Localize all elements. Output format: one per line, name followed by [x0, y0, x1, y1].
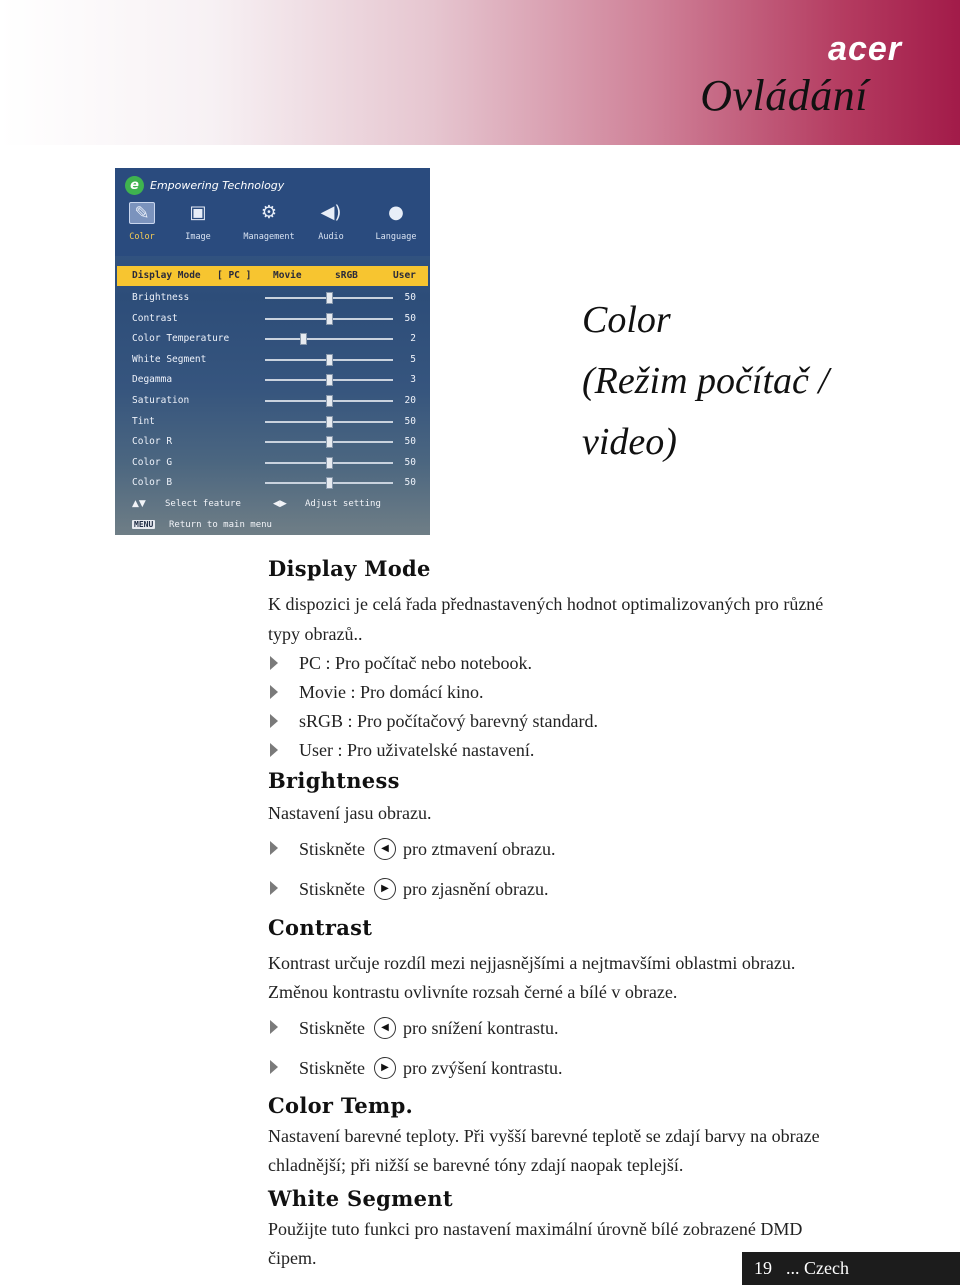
- section-side-heading: Color (Režim počítač / video): [582, 299, 829, 463]
- osd-display-mode-row: [117, 266, 428, 286]
- heading-white-segment: White Segment: [268, 1185, 453, 1211]
- osd-setting-row: [115, 413, 430, 433]
- page-number: 19: [754, 1258, 772, 1278]
- slider-knob: [326, 313, 333, 325]
- osd-setting-value: 50: [404, 477, 416, 489]
- list-item: Stiskněte ◀ pro ztmavení obrazu.: [268, 829, 878, 869]
- main-content: [268, 556, 878, 1274]
- brightness-text: Nastavení jasu obrazu.: [268, 803, 432, 823]
- white-segment-text-1: Použijte tuto funkci pro nastavení maximální úrovně bílé zobrazené DMD: [268, 1218, 803, 1239]
- osd-setting-value: 50: [404, 292, 416, 303]
- heading-brightness: Brightness: [268, 768, 400, 793]
- heading-color-temp: Color Temp.: [268, 1092, 414, 1118]
- osd-setting-label: Saturation: [132, 395, 190, 406]
- osd-tab-audio: ◀) Audio: [318, 202, 344, 242]
- acer-logo: acer: [828, 30, 902, 68]
- color-temp-text-2: chladnější; při nižší se barevné tóny zdají naopak teplejší.: [268, 1155, 684, 1175]
- osd-footer-menu: MENU Return to main menu: [134, 520, 272, 530]
- list-item: User : Pro uživatelské nastavení.: [268, 736, 878, 765]
- display-mode-intro-2: typy obrazů..: [268, 623, 363, 644]
- osd-brand: [125, 174, 284, 196]
- slider-knob: [326, 416, 333, 428]
- contrast-text-2: Změnou kontrastu ovlivníte rozsah černé a bílé v obraze.: [268, 982, 678, 1002]
- osd-tabs: [115, 198, 430, 254]
- list-item: sRGB : Pro počítačový barevný standard.: [268, 707, 878, 736]
- right-arrow-button-icon: ▶: [374, 878, 396, 900]
- left-arrow-button-icon: ◀: [374, 838, 396, 860]
- image-icon: ▣: [189, 202, 207, 223]
- osd-menu-screenshot: [115, 168, 430, 535]
- menu-key-icon: MENU: [134, 520, 154, 529]
- mode-user: User: [393, 270, 416, 281]
- osd-setting-label: Color R: [132, 436, 173, 448]
- osd-setting-row: [115, 371, 430, 391]
- white-segment-text-2: čipem.: [268, 1248, 317, 1268]
- osd-setting-value: 50: [404, 456, 416, 468]
- osd-brand-text: Empowering Technology: [150, 178, 285, 192]
- osd-footer-select: ▲▼ Select feature ◀▶ Adjust setting: [132, 499, 381, 509]
- osd-setting-row: [115, 351, 430, 371]
- color-temp-text-1: Nastavení barevné teploty. Při vyšší barevné teplotě se zdají barvy na obraze: [268, 1125, 820, 1146]
- mode-pc: [ PC ]: [217, 270, 252, 281]
- osd-setting-value: 5: [410, 353, 416, 365]
- heading-display-mode: Display Mode: [268, 556, 431, 581]
- osd-setting-row: [115, 289, 430, 309]
- osd-setting-row: [115, 310, 430, 330]
- slider-knob: [326, 477, 333, 489]
- osd-setting-label: Color B: [132, 477, 173, 489]
- up-down-arrows-icon: ▲▼: [132, 499, 146, 509]
- display-mode-intro-1: K dispozici je celá řada přednastavených hodnot optimalizovaných pro různé: [268, 594, 824, 614]
- osd-tab-management: ⚙ Management: [243, 202, 295, 242]
- list-item: Movie : Pro domácí kino.: [268, 678, 878, 707]
- osd-tab-color: ✎ Color: [129, 203, 155, 242]
- osd-setting-row: [115, 474, 430, 494]
- language-label: ... Czech: [786, 1258, 849, 1278]
- slider-knob: [326, 354, 333, 366]
- gear-icon: ⚙: [260, 202, 278, 223]
- slider-knob: [326, 292, 333, 304]
- slider-track: [265, 338, 393, 340]
- abc-bubble-icon: ●: [388, 202, 404, 223]
- list-item: Stiskněte ▶ pro zvýšení kontrastu.: [268, 1048, 878, 1088]
- list-item: PC : Pro počítač nebo notebook.: [268, 649, 878, 678]
- osd-setting-label: Contrast: [132, 312, 178, 324]
- osd-setting-label: Color Temperature: [132, 333, 230, 345]
- osd-setting-label: White Segment: [132, 353, 207, 365]
- osd-setting-value: 50: [404, 436, 416, 448]
- osd-setting-value: 20: [404, 395, 416, 406]
- speaker-icon: ◀): [320, 202, 342, 223]
- left-arrow-button-icon: ◀: [374, 1017, 396, 1039]
- mode-srgb: sRGB: [335, 270, 358, 281]
- heading-contrast: Contrast: [268, 914, 373, 940]
- right-arrow-button-icon: ▶: [374, 1057, 396, 1079]
- slider-knob: [326, 395, 333, 407]
- slider-knob: [326, 436, 333, 448]
- slider-knob: [326, 457, 333, 469]
- list-item: Stiskněte ▶ pro zjasnění obrazu.: [268, 869, 878, 909]
- slider-knob: [326, 374, 333, 386]
- osd-setting-label: Brightness: [132, 292, 190, 303]
- osd-setting-row: [115, 330, 430, 350]
- list-item: Stiskněte ◀ pro snížení kontrastu.: [268, 1008, 878, 1048]
- osd-setting-value: 50: [404, 415, 416, 427]
- osd-setting-label: Degamma: [132, 374, 173, 386]
- osd-setting-row: [115, 454, 430, 474]
- osd-setting-value: 50: [404, 312, 416, 324]
- page-footer-badge: [742, 1252, 960, 1285]
- left-right-arrows-icon: ◀▶: [273, 499, 287, 509]
- display-mode-label: Display Mode: [132, 270, 201, 281]
- mode-movie: Movie: [273, 270, 302, 281]
- osd-setting-value: 3: [410, 374, 416, 386]
- contrast-text-1: Kontrast určuje rozdíl mezi nejjasnějšími a nejtmavšími oblastmi obrazu.: [268, 952, 796, 973]
- osd-tab-language: ● Language: [375, 202, 417, 242]
- osd-setting-label: Color G: [132, 456, 173, 468]
- slider-knob: [300, 333, 307, 345]
- empowering-e-icon: e: [125, 176, 144, 195]
- osd-setting-row: [115, 392, 430, 412]
- color-palette-icon: ✎: [129, 202, 155, 224]
- osd-setting-label: Tint: [132, 415, 155, 427]
- osd-tab-image: ▣ Image: [185, 202, 211, 242]
- osd-setting-value: 2: [410, 333, 416, 345]
- page-title: Ovládání: [700, 71, 868, 120]
- osd-setting-row: [115, 433, 430, 453]
